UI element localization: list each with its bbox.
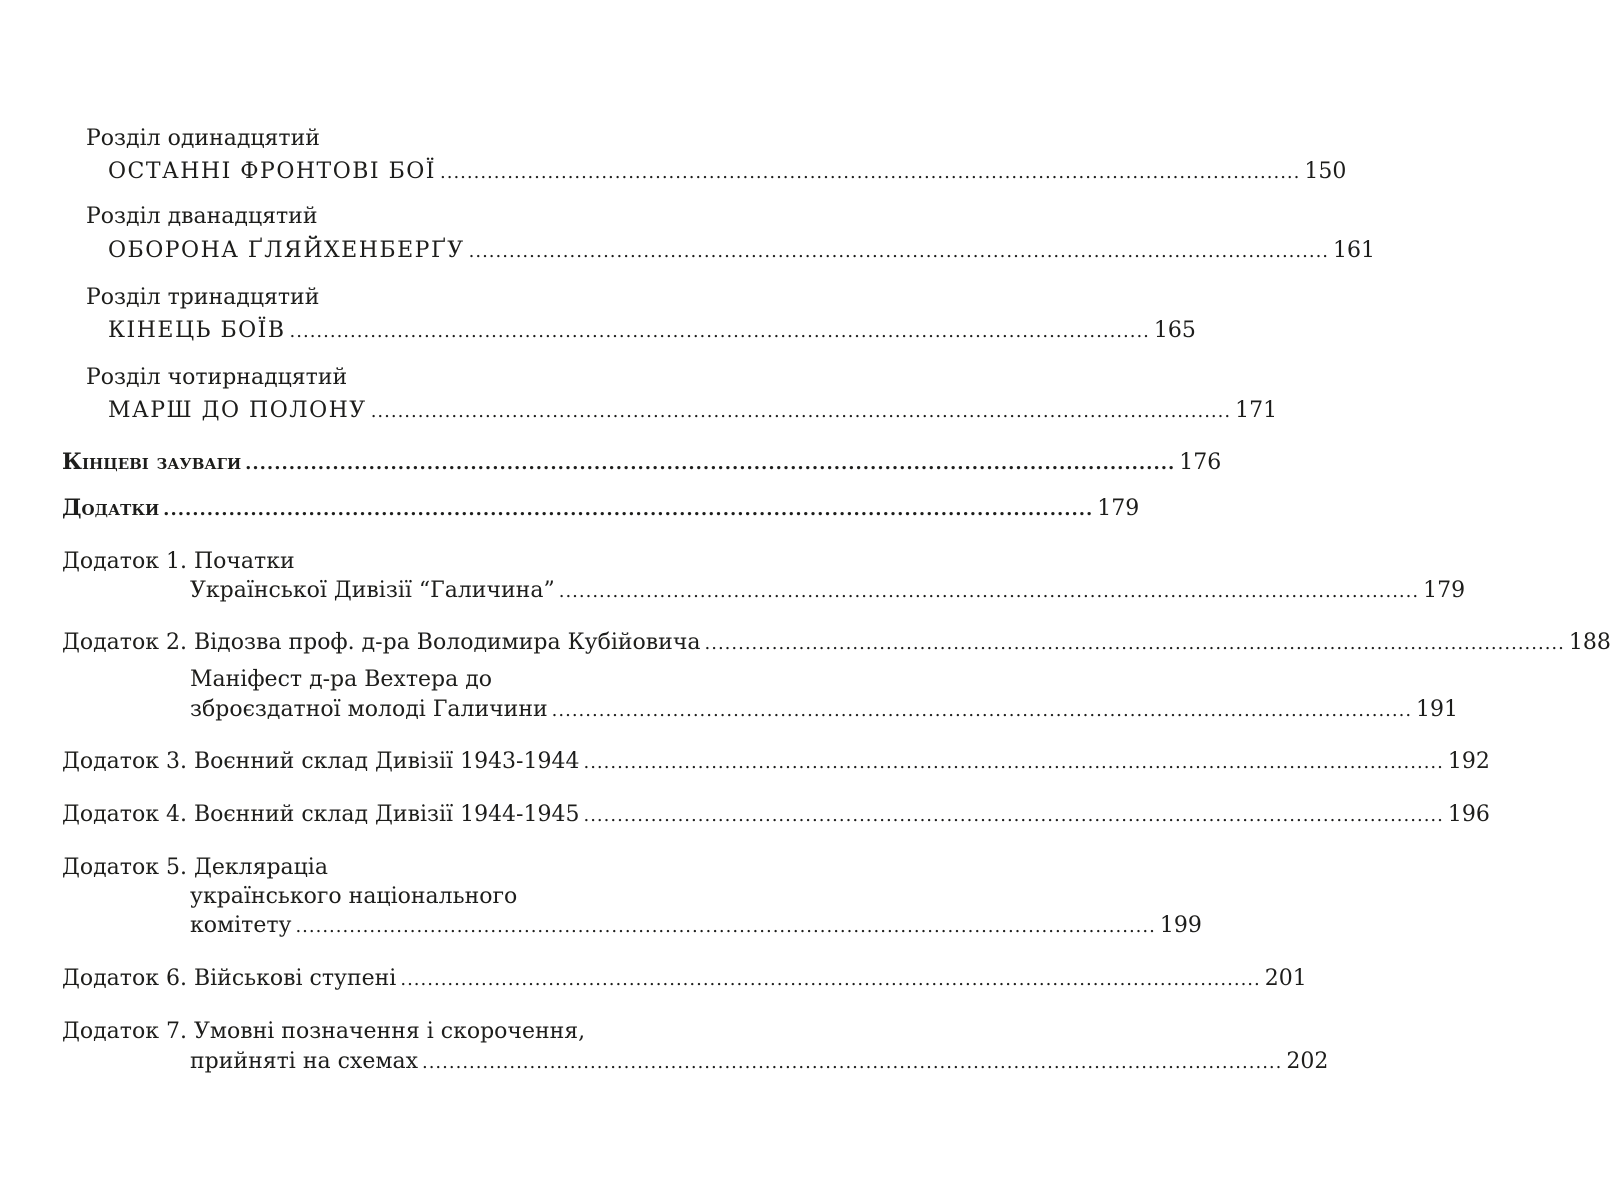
appendix-label: Додаток 6.	[62, 966, 187, 991]
appendix-label: Додаток 5.	[62, 855, 187, 880]
chapter-label: Розділ дванадцятий	[86, 204, 318, 229]
toc-entry[interactable]	[190, 697, 1459, 724]
page-number: 202	[1286, 1049, 1329, 1074]
toc-entry[interactable]	[62, 966, 1307, 993]
leader-dots: ................................................................................................................................	[551, 700, 1413, 721]
chapter-label: Розділ одинадцятий	[86, 126, 320, 151]
toc-entry[interactable]	[190, 578, 1466, 605]
leader-dots: ................................................................................................................................	[295, 916, 1156, 937]
leader-dots: ................................................................................................................................	[370, 401, 1232, 422]
page-number: 196	[1447, 802, 1490, 827]
appendix-title-line: зброєздатної молоді Галичини	[190, 697, 548, 722]
leader-dots: ................................................................................................................................	[400, 969, 1261, 990]
chapter-title: КІНЕЦЬ БОЇВ	[108, 318, 286, 343]
chapter-title: ОСТАННІ ФРОНТОВІ БОЇ	[108, 159, 436, 184]
toc-entry[interactable]	[62, 749, 1490, 776]
toc-entry[interactable]	[62, 449, 1222, 477]
appendix-title-line: Військові ступені	[193, 966, 397, 991]
page-number: 176	[1179, 450, 1222, 475]
appendix-label: Додаток 7.	[62, 1019, 187, 1044]
toc-entry[interactable]	[190, 913, 1202, 940]
page-number: 171	[1235, 398, 1278, 423]
page-number: 161	[1333, 238, 1376, 263]
appendix-title-line: Початки	[193, 549, 295, 574]
page-number: 201	[1264, 966, 1307, 991]
appendix-label: Додаток 3.	[62, 749, 187, 774]
appendix-heading	[62, 749, 579, 775]
leader-dots: ................................................................................................................................	[440, 162, 1301, 183]
leader-dots: ................................................................................................................................	[583, 752, 1444, 773]
appendix-title-line: прийняті на схемах	[190, 1049, 418, 1074]
leader-dots: ................................................................................................................................	[583, 805, 1444, 826]
leader-dots: ................................................................................................................................	[289, 321, 1150, 342]
appendix-title-line: Маніфест д-ра Вехтера до	[190, 667, 493, 692]
section-title: Додатки	[62, 495, 160, 521]
page-number: 150	[1304, 159, 1347, 184]
appendix-title-line: Умовні позначення і скорочення,	[193, 1019, 586, 1044]
appendix-label: Додаток 2.	[62, 630, 187, 655]
page-number: 188	[1568, 630, 1611, 655]
toc-entry[interactable]	[62, 802, 1490, 829]
appendix-label: Додаток 1.	[62, 549, 187, 574]
appendix-title-line: комітету	[190, 913, 292, 938]
section-title: Кінцеві зауваги	[62, 449, 242, 475]
chapter-label: Розділ чотирнадцятий	[86, 365, 348, 390]
appendix-heading	[62, 802, 579, 828]
appendix-label: Додаток 4.	[62, 802, 187, 827]
leader-dots: ................................................................................................................................	[468, 241, 1330, 262]
chapter-title: ОБОРОНА ҐЛЯЙХЕНБЕРҐУ	[108, 238, 465, 263]
chapter-title: МАРШ ДО ПОЛОНУ	[108, 398, 367, 423]
toc-entry[interactable]	[190, 1049, 1329, 1076]
toc-entry[interactable]	[108, 398, 1278, 425]
appendix-title-line: українського національного	[190, 884, 518, 909]
page-number: 179	[1423, 578, 1466, 603]
chapter-label: Розділ тринадцятий	[86, 285, 320, 310]
toc-entry[interactable]	[108, 318, 1196, 345]
leader-dots: ................................................................................................................................	[558, 581, 1420, 602]
leader-dots: ................................................................................................................................	[704, 633, 1565, 654]
appendix-heading	[62, 630, 701, 656]
page-number: 191	[1416, 697, 1459, 722]
page-number: 192	[1447, 749, 1490, 774]
appendix-title-line: Воєнний склад Дивізії 1943-1944	[193, 749, 580, 774]
leader-dots: ................................................................................................................................	[421, 1052, 1283, 1073]
page-number: 179	[1097, 496, 1140, 521]
appendix-title-line: Воєнний склад Дивізії 1944-1945	[193, 802, 580, 827]
appendix-heading	[62, 855, 328, 881]
appendix-title-line: Декляраціa	[193, 855, 328, 880]
appendix-title-line: Української Дивізії “Галичина”	[190, 578, 555, 603]
appendix-heading	[62, 966, 396, 992]
toc-entry[interactable]	[62, 495, 1140, 523]
toc-entry[interactable]	[108, 238, 1376, 265]
page-number: 199	[1159, 913, 1202, 938]
leader-dots: ................................................................................................................................	[245, 453, 1176, 474]
appendix-heading	[62, 549, 295, 575]
appendix-heading	[62, 1019, 585, 1045]
page-number: 165	[1153, 318, 1196, 343]
toc-entry[interactable]	[62, 630, 1611, 657]
toc-entry[interactable]	[108, 159, 1347, 186]
leader-dots: ................................................................................................................................	[163, 499, 1094, 520]
appendix-title-line: Відозва проф. д-ра Володимира Кубійовича	[193, 630, 701, 655]
